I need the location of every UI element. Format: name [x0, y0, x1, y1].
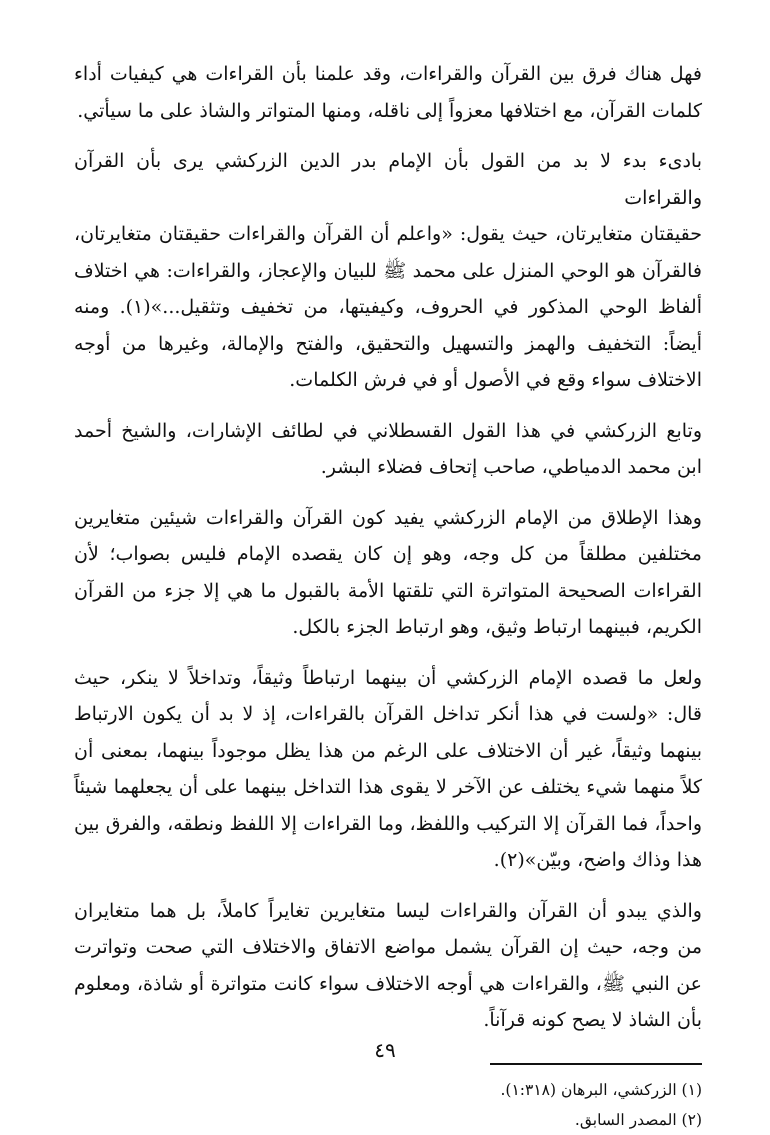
body-text — [74, 56, 702, 1039]
text-line: فالقرآن هو الوحي المنزل على محمد ﷺ للبيان والإعجاز، والقراءات: هي اختلاف — [74, 259, 702, 282]
text-line: فهل هناك فرق بين القرآن والقراءات، وقد علمنا بأن القراءات هي كيفيات أداء — [74, 63, 702, 85]
text-line: مختلفين مطلقاً من كل وجه، وهو إن كان يقصده الإمام فليس بصواب؛ لأن — [74, 543, 702, 565]
text-line: بينهما وثيقاً، غير أن الاختلاف على الرغم من هذا يظل موجوداً بينهما، بمعنى أن — [74, 739, 702, 762]
paragraph — [74, 500, 702, 646]
text-line: ابن محمد الدمياطي، صاحب إتحاف فضلاء البشر. — [320, 456, 702, 478]
text-line: القراءات الصحيحة المتواترة التي تلقتها الأمة بالقبول ما هي إلا جزء من القرآن — [74, 579, 702, 602]
paragraph — [74, 893, 702, 1039]
text-line: والذي يبدو أن القرآن والقراءات ليسا متغايرين تغايراً كاملاً، بل هما متغايران — [74, 899, 702, 922]
text-line: من وجه، حيث إن القرآن يشمل مواضع الاتفاق والاختلاف التي صحت وتواترت — [74, 936, 702, 958]
footnote-divider — [490, 1063, 702, 1065]
text-line: حقيقتان متغايرتان، حيث يقول: «واعلم أن القرآن والقراءات حقيقتان متغايرتان، — [74, 223, 702, 245]
paragraph — [74, 56, 702, 129]
text-line: بادىء بدء لا بد من القول بأن الإمام بدر الدين الزركشي يرى بأن القرآن والقراءات — [74, 150, 702, 209]
text-line: عن النبي ﷺ، والقراءات هي أوجه الاختلاف سواء كانت متواترة أو شاذة، ومعلوم — [74, 972, 702, 995]
text-line: أيضاً: التخفيف والهمز والتسهيل والتحقيق، والفتح والإمالة، وغيرها من أوجه — [74, 332, 702, 355]
text-line: وتابع الزركشي في هذا القول القسطلاني في لطائف الإشارات، والشيخ أحمد — [74, 419, 702, 442]
paragraph — [74, 143, 702, 399]
text-line: الاختلاف سواء وقع في الأصول أو في فرش الكلمات. — [289, 369, 702, 391]
text-line: قال: «ولست في هذا أنكر تداخل القرآن بالقراءات، إذ لا بد أن يكون الارتباط — [74, 703, 702, 725]
paragraph — [74, 413, 702, 486]
text-line: الكريم، فبينهما ارتباط وثيق، وهو ارتباط الجزء بالكل. — [292, 616, 702, 638]
text-line: ولعل ما قصده الإمام الزركشي أن بينهما ارتباطاً وثيقاً، وتداخلاً لا ينكر، حيث — [74, 666, 702, 689]
text-line: واحداً، فما القرآن إلا التركيب واللفظ، وما القراءات إلا اللفظ ونطقه، والفرق بين — [74, 812, 702, 835]
page-number: ٤٩ — [374, 1038, 396, 1062]
footnote: (٢) المصدر السابق. — [574, 1110, 702, 1129]
text-line: كلاً منهما شيء يختلف عن الآخر لا يقوى هذا التداخل بينهما على أن يجعلهما شيئاً — [74, 776, 702, 798]
text-line: وهذا الإطلاق من الإمام الزركشي يفيد كون القرآن والقراءات شيئين متغايرين — [74, 506, 702, 529]
text-line: كلمات القرآن، مع اختلافها معزواً إلى ناقله، ومنها المتواتر والشاذ على ما سيأتي. — [77, 99, 702, 122]
footnotes — [74, 1075, 702, 1135]
text-line: ألفاظ الوحي المذكور في الحروف، وكيفيتها، من تخفيف وتثقيل...»(١). ومنه — [74, 296, 702, 318]
paragraph — [74, 660, 702, 879]
footnote: (١) الزركشي، البرهان (١:٣١٨). — [500, 1080, 702, 1099]
text-line: هذا وذاك واضح، وبيّن»(٢). — [493, 849, 702, 871]
text-line: بأن الشاذ لا يصح كونه قرآناً. — [483, 1009, 702, 1031]
